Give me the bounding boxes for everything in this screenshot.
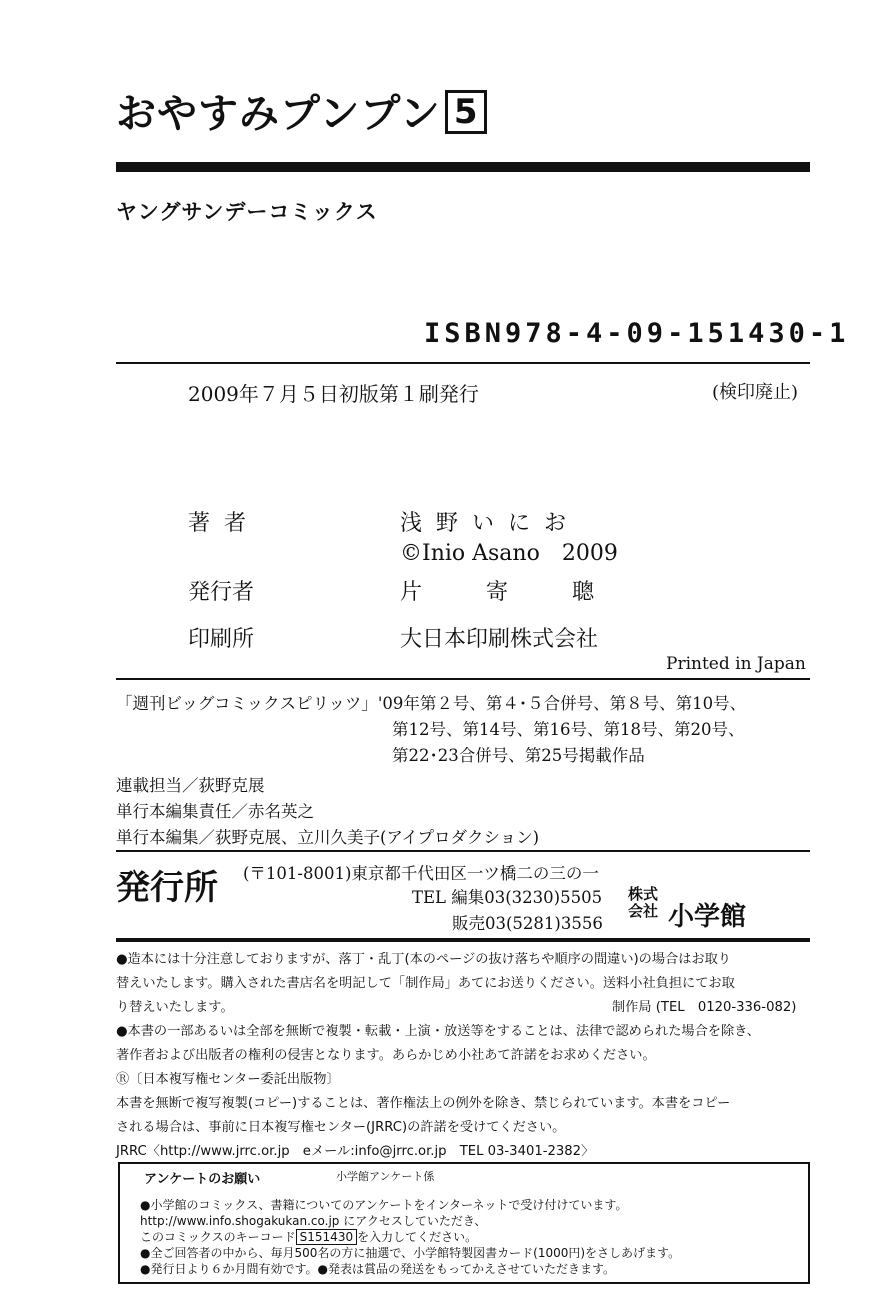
survey-keycode-post: を入力してください。: [357, 1230, 478, 1244]
isbn: ISBN978-4-09-151430-1: [424, 318, 850, 349]
publisher-person-label: 発行者: [188, 580, 255, 605]
survey-line: ●小学館のコミックス、書籍についてのアンケートをインターネットで受け付けています。: [140, 1198, 628, 1212]
production-dept-contact: 制作局 (TEL 0120-336-082): [612, 1000, 797, 1015]
survey-keycode-line: [140, 1228, 477, 1245]
survey-dept: 小学館アンケート係: [336, 1170, 435, 1183]
divider-rule: [116, 678, 810, 680]
notice-line: り替えいたします。: [116, 1000, 234, 1015]
notice-line: 本書を無断で複写複製(コピー)することは、著作権法上の例外を除き、禁じられています。本書をコピー: [116, 1096, 731, 1111]
book-title-text: おやすみプンプン: [116, 91, 441, 137]
company-name: 小学館: [668, 902, 747, 932]
isbn-rule: [116, 362, 810, 364]
survey-title: アンケートのお願い: [144, 1172, 261, 1187]
copyright-line: ©Inio Asano 2009: [400, 541, 618, 566]
survey-keycode-pre: このコミックスのキーコード: [140, 1230, 296, 1244]
notice-line: される場合は、事前に日本複写権センター(JRRC)の許諾を受けてください。: [116, 1120, 566, 1135]
jrrc-contact: JRRC〈http://www.jrrc.or.jp eメール:info@jrrc.or.jp TEL 03-3401-2382〉: [116, 1144, 595, 1159]
corporation-type: 株式会社: [628, 885, 659, 920]
top-thick-rule: [116, 162, 810, 172]
notice-line: 著作者および出版者の権利の侵害となります。あらかじめ小社あて許諾をお求めください。: [116, 1048, 656, 1063]
tel-editorial: TEL 編集03(3230)5505: [412, 888, 603, 907]
book-title: [116, 82, 487, 139]
survey-line: ●全ご回答者の中から、毎月500名の方に抽選で、小学館特製図書カード(1000円)をさしあげます。: [140, 1246, 681, 1260]
thick-divider-rule: [116, 938, 810, 942]
serialization-line: 第22･23合併号、第25号掲載作品: [392, 746, 645, 765]
serialization-line: 第12号、第14号、第16号、第18号、第20号、: [392, 720, 745, 739]
staff-line: 単行本編集／荻野克展、立川久美子(アイプロダクション): [116, 828, 540, 847]
notice-line: ●本書の一部あるいは全部を無断で複製・転載・上演・放送等をすることは、法律で認められた場合を除き、: [116, 1024, 760, 1039]
publisher-person-name: 片寄聰: [400, 580, 659, 605]
staff-line: 単行本編集責任／赤名英之: [116, 802, 314, 821]
publication-date: 2009年７月５日初版第１刷発行: [188, 382, 479, 406]
staff-line: 連載担当／荻野克展: [116, 776, 265, 795]
survey-line: ●発行日より６か月間有効です。●発表は賞品の発送をもってかえさせていただきます。: [140, 1262, 616, 1276]
notice-line: 替えいたします。購入された書店名を明記して「制作局」あてにお送りください。送料小社負担にてお取: [116, 976, 735, 991]
publisher-office-label: 発行所: [116, 868, 218, 908]
tel-sales: 販売03(5281)3556: [452, 914, 603, 933]
author-name: 浅野いにお: [400, 511, 581, 536]
author-label: 著者: [188, 511, 261, 536]
series-name: ヤングサンデーコミックス: [116, 200, 378, 224]
divider-rule: [116, 850, 810, 852]
volume-number-box: 5: [445, 90, 488, 134]
notice-line: Ⓡ〔日本複写権センター委託出版物〕: [116, 1072, 340, 1087]
notice-line: ●造本には十分注意しておりますが、落丁・乱丁(本のページの抜け落ちや順序の間違い)の場合はお取り: [116, 952, 731, 967]
survey-url-line: http://www.info.shogakukan.co.jp にアクセスしていただき、: [140, 1214, 487, 1228]
serialization-line: 「週刊ビッグコミックスピリッツ」'09年第２号、第４･５合併号、第８号、第10号、: [116, 694, 747, 713]
publisher-address: (〒101-8001)東京都千代田区一ツ橋二の三の一: [243, 864, 599, 883]
printer-name: 大日本印刷株式会社: [400, 627, 599, 652]
seal-note: (検印廃止): [712, 382, 799, 403]
printed-in-japan: Printed in Japan: [666, 654, 806, 674]
survey-keycode-box: S151430: [296, 1229, 357, 1245]
printer-label: 印刷所: [188, 627, 255, 652]
